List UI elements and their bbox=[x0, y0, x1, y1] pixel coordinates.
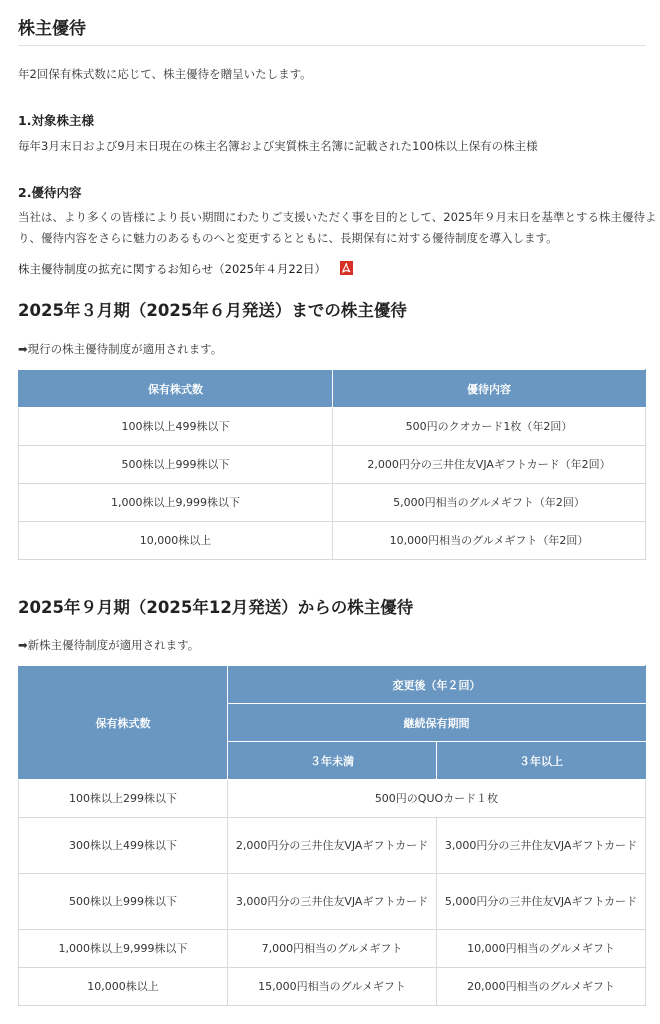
cell-shares: 10,000株以上 bbox=[19, 522, 333, 560]
section2-text-line2: り、優待内容をさらに魅力のあるものへと変更するとともに、長期保有に対する優待制度を導入します。 bbox=[18, 231, 558, 245]
table-row bbox=[19, 968, 646, 1006]
cell-benefit-over-3: 3,000円分の三井住友VJAギフトカード bbox=[437, 818, 646, 874]
cell-shares: 1,000株以上9,999株以下 bbox=[19, 484, 333, 522]
cell-benefit-under-3: 2,000円分の三井住友VJAギフトカード bbox=[228, 818, 437, 874]
current-heading: 2025年３月期（2025年６月発送）までの株主優待 bbox=[18, 301, 407, 320]
cell-benefit-over-3: 20,000円相当のグルメギフト bbox=[437, 968, 646, 1006]
header-after-change: 変更後（年２回） bbox=[228, 666, 646, 704]
table-row bbox=[19, 930, 646, 968]
cell-shares: 300株以上499株以下 bbox=[19, 818, 228, 874]
current-benefit-table bbox=[18, 369, 646, 560]
cell-benefit: 10,000円相当のグルメギフト（年2回） bbox=[333, 522, 646, 560]
table-row bbox=[19, 446, 646, 484]
cell-shares: 1,000株以上9,999株以下 bbox=[19, 930, 228, 968]
page-title: 株主優待 bbox=[18, 19, 86, 39]
section2-heading: 2.優待内容 bbox=[18, 185, 82, 200]
table-row bbox=[19, 818, 646, 874]
header-holding-period: 継続保有期間 bbox=[228, 704, 646, 742]
cell-benefit: 500円のクオカード1枚（年2回） bbox=[333, 408, 646, 446]
cell-benefit-all: 500円のQUOカード１枚 bbox=[228, 780, 646, 818]
current-note: ➡現行の株主優待制度が適用されます。 bbox=[18, 342, 223, 356]
cell-benefit-over-3: 5,000円分の三井住友VJAギフトカード bbox=[437, 874, 646, 930]
table-row bbox=[19, 484, 646, 522]
intro-text: 年2回保有株式数に応じて、株主優待を贈呈いたします。 bbox=[18, 67, 312, 81]
cell-shares: 100株以上499株以下 bbox=[19, 408, 333, 446]
section2-text-line1: 当社は、より多くの皆様により長い期間にわたりご支援いただく事を目的として、2025年９月末日を基準とする株主優待よ bbox=[18, 210, 657, 224]
cell-shares: 500株以上999株以下 bbox=[19, 874, 228, 930]
new-benefit-table bbox=[18, 665, 646, 1006]
notice-pdf-link[interactable]: 株主優待制度の拡充に関するお知らせ（2025年４月22日） bbox=[18, 262, 327, 276]
header-benefit: 優待内容 bbox=[333, 370, 646, 408]
cell-benefit-under-3: 15,000円相当のグルメギフト bbox=[228, 968, 437, 1006]
cell-shares: 10,000株以上 bbox=[19, 968, 228, 1006]
cell-shares: 500株以上999株以下 bbox=[19, 446, 333, 484]
header-over-3-years: ３年以上 bbox=[437, 742, 646, 780]
section1-heading: 1.対象株主様 bbox=[18, 113, 94, 128]
new-heading: 2025年９月期（2025年12月発送）からの株主優待 bbox=[18, 598, 414, 617]
pdf-icon[interactable] bbox=[340, 261, 353, 275]
table-row bbox=[19, 408, 646, 446]
header-shares: 保有株式数 bbox=[19, 370, 333, 408]
title-divider bbox=[18, 45, 646, 46]
cell-benefit: 2,000円分の三井住友VJAギフトカード（年2回） bbox=[333, 446, 646, 484]
section1-text: 毎年3月末日および9月末日現在の株主名簿および実質株主名簿に記載された100株以上保有の株主様 bbox=[18, 139, 538, 153]
table-row bbox=[19, 874, 646, 930]
cell-benefit-under-3: 7,000円相当のグルメギフト bbox=[228, 930, 437, 968]
header-under-3-years: ３年未満 bbox=[228, 742, 437, 780]
table-row bbox=[19, 522, 646, 560]
notice-row bbox=[18, 258, 353, 280]
cell-benefit-under-3: 3,000円分の三井住友VJAギフトカード bbox=[228, 874, 437, 930]
new-note: ➡新株主優待制度が適用されます。 bbox=[18, 638, 200, 652]
header-shares: 保有株式数 bbox=[19, 666, 228, 780]
table-row bbox=[19, 780, 646, 818]
cell-benefit-over-3: 10,000円相当のグルメギフト bbox=[437, 930, 646, 968]
cell-benefit: 5,000円相当のグルメギフト（年2回） bbox=[333, 484, 646, 522]
cell-shares: 100株以上299株以下 bbox=[19, 780, 228, 818]
